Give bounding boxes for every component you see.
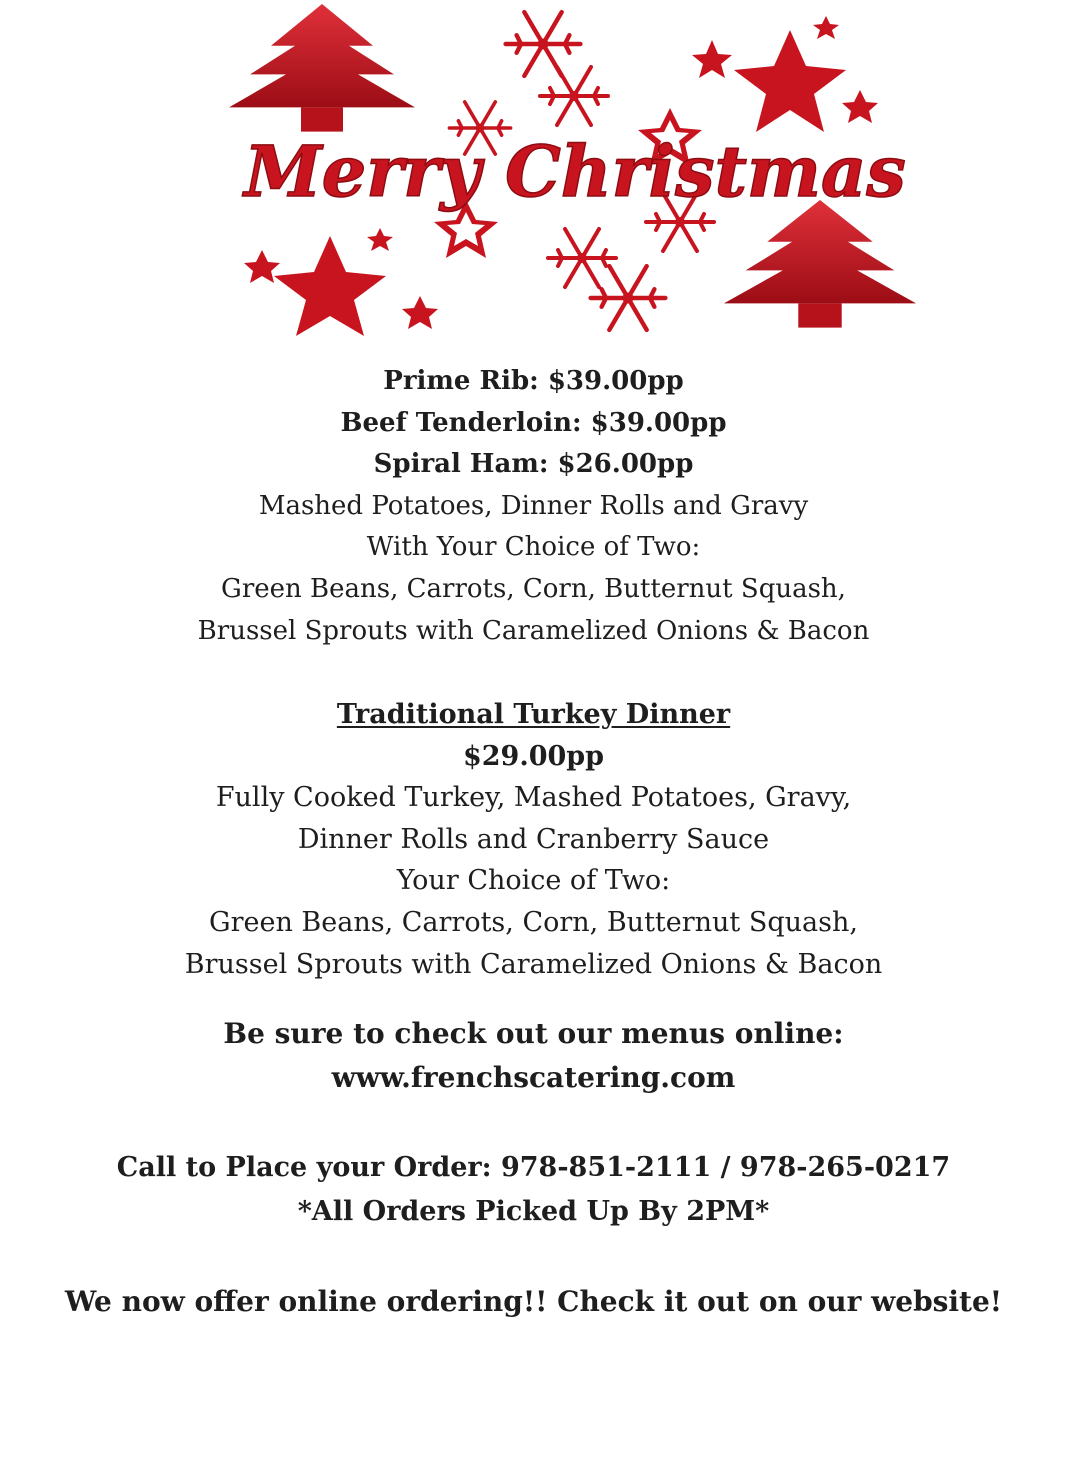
menu-description-line: Brussel Sprouts with Caramelized Onions & Bacon: [184, 948, 883, 980]
check-online-text: Be sure to check out our menus online:: [223, 1017, 844, 1050]
menu-description-line: Brussel Sprouts with Caramelized Onions & Bacon: [197, 615, 870, 646]
christmas-tree-icon: [229, 4, 415, 132]
christmas-tree-icon: [724, 200, 916, 328]
snowflake-icon: [540, 67, 608, 125]
menu-description-line: Green Beans, Carrots, Corn, Butternut Squash,: [221, 573, 846, 604]
turkey-dinner-title: Traditional Turkey Dinner: [336, 699, 731, 730]
star-icon: [244, 228, 438, 336]
menu-description-line: Dinner Rolls and Cranberry Sauce: [297, 823, 770, 855]
website-link[interactable]: www.frenchscatering.com: [331, 1061, 736, 1094]
snowflake-icon: [591, 266, 666, 330]
snowflake-icon: [548, 229, 616, 287]
merry-christmas-title: Merry Christmas: [244, 130, 906, 213]
menu-item-price: Spiral Ham: $26.00pp: [373, 449, 694, 480]
online-ordering-text: We now offer online ordering!! Check it out on our website!: [64, 1285, 1003, 1318]
menu-description-line: Fully Cooked Turkey, Mashed Potatoes, Gravy,: [215, 782, 852, 814]
premium-dinners-section: [0, 361, 1067, 652]
menu-description-line: Mashed Potatoes, Dinner Rolls and Gravy: [258, 490, 809, 521]
menu-description-line: Green Beans, Carrots, Corn, Butternut Squash,: [209, 906, 858, 938]
pickup-notice: *All Orders Picked Up By 2PM*: [297, 1196, 770, 1227]
menu-description-line: Your Choice of Two:: [396, 865, 671, 897]
menu-item-price: Beef Tenderloin: $39.00pp: [340, 407, 727, 438]
menu-description-line: With Your Choice of Two:: [366, 532, 701, 563]
order-info: [0, 1146, 1067, 1234]
merry-christmas-banner: [0, 0, 1067, 340]
snowflake-icon: [506, 12, 581, 76]
call-to-order-text: Call to Place your Order: 978-851-2111 / 978-265-0217: [116, 1152, 951, 1183]
turkey-dinner-price: $29.00pp: [462, 740, 605, 772]
menu-item-price: Prime Rib: $39.00pp: [383, 366, 684, 396]
online-ordering-notice: [0, 1280, 1067, 1324]
website-info: [0, 1012, 1067, 1100]
turkey-dinner-section: [0, 694, 1067, 985]
star-icon: [692, 16, 878, 132]
